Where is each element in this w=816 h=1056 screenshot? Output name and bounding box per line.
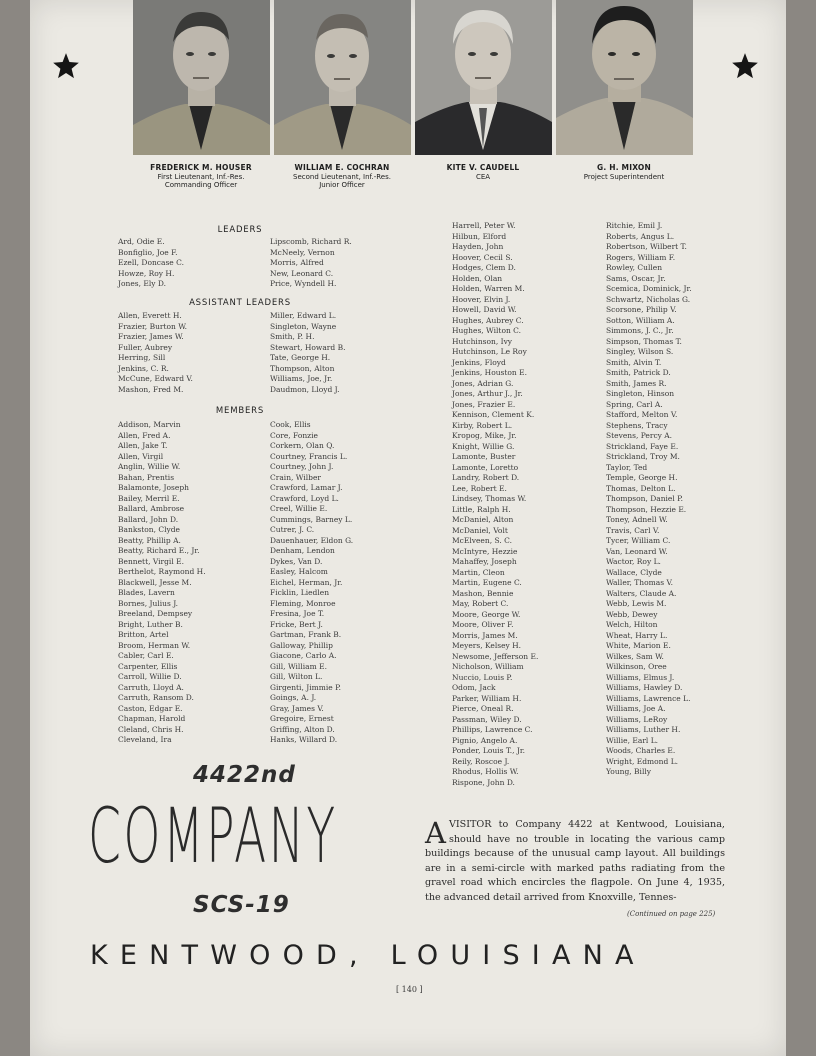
roster-name: Allen, Jake T. [118, 441, 168, 450]
roster-name: Frazier, Burton W. [118, 321, 188, 331]
roster-name: Stafford, Melton V. [606, 410, 678, 419]
roster-name: Thompson, Daniel P. [606, 494, 684, 503]
assistant-leaders-heading: ASSISTANT LEADERS [189, 298, 291, 308]
roster-name: Griffing, Alton D. [270, 724, 335, 734]
roster-name: Blackwell, Jesse M. [118, 577, 192, 587]
roster-name: Allen, Fred A. [118, 430, 171, 440]
roster-name: Howell, David W. [452, 305, 517, 314]
roster-name: Ritchie, Emil J. [606, 221, 663, 230]
roster-name: Breeland, Dempsey [118, 609, 193, 618]
roster-name: Bonfiglio, Joe F. [118, 247, 178, 257]
roster-name: Gregoire, Ernest [270, 714, 334, 723]
roster-name: McIntyre, Hezzie [452, 546, 518, 556]
roster-name: Dauenhauer, Eldon G. [270, 535, 354, 545]
members-column-1 [118, 420, 206, 746]
roster-name: Walters, Claude A. [606, 588, 677, 598]
officer-photo-mixon [556, 0, 693, 155]
roster-name: Hughes, Wilton C. [452, 326, 522, 335]
roster-name: Galloway, Phillip [270, 640, 333, 650]
roster-name: Berthelot, Raymond H. [118, 567, 206, 576]
roster-name: Britton, Artel [118, 630, 169, 639]
roster-name: Webb, Dewey [606, 609, 658, 619]
roster-name: Strickland, Troy M. [606, 452, 680, 461]
officer-photo-caudell [415, 0, 552, 155]
roster-name: Willie, Earl L. [606, 735, 659, 745]
roster-name: Thompson, Hezzie E. [606, 504, 687, 514]
roster-name: Bankston, Clyde [118, 525, 180, 534]
roster-name: Denham, Lendon [270, 546, 335, 555]
roster-name: Holden, Warren M. [452, 284, 525, 293]
roster-name: Hoover, Cecil S. [452, 252, 513, 262]
roster-name: Jones, Frazier E. [452, 399, 516, 409]
leaders-column-1 [118, 237, 184, 290]
roster-name: Simpson, Thomas T. [606, 336, 682, 346]
roster-name: Lipscomb, Richard R. [270, 237, 352, 246]
star-icon-left [52, 52, 80, 80]
roster-name: Fuller, Aubrey [118, 342, 173, 352]
officer-caption-4: G. H. MIXON Project Superintendent [583, 163, 665, 181]
roster-name: Ponder, Louis T., Jr. [452, 746, 526, 755]
roster-name: Wilkinson, Oree [606, 662, 667, 671]
continued-note: (Continued on page 225) [627, 910, 716, 918]
roster-name: Simmons, J. C., Jr. [606, 326, 674, 335]
roster-name: Caston, Edgar E. [118, 703, 183, 713]
roster-name: Jones, Arthur J., Jr. [452, 389, 523, 398]
roster-name: Odom, Jack [452, 683, 496, 692]
roster-name: Balamonte, Joseph [118, 483, 189, 492]
roster-name: Corkern, Olan Q. [270, 441, 335, 450]
roster-name: Mashon, Bennie [452, 588, 514, 598]
roster-name: Wright, Edmond L. [606, 756, 679, 766]
roster-name: Travis, Carl V. [606, 525, 660, 535]
intro-text: to Company 4422 at Kentwood, Louisiana, should have no trouble in locating the various camp buildings because of the unusual camp layout. All buildings are in a semi-circle with marked paths radiating from the gravel road which encircles the flagpole. On June 4, 1935, the advanced detail arrived from Knoxville, Tennes- [425, 819, 725, 903]
roster-name: Eichel, Herman, Jr. [270, 577, 343, 587]
officer-caption-2: WILLIAM E. COCHRAN Second Lieutenant, Inf.-Res. Junior Officer [293, 163, 391, 189]
roster-name: Martin, Eugene C. [452, 578, 522, 587]
roster-name: Passman, Wiley D. [452, 714, 522, 724]
roster-name: Williams, Lawrence L. [606, 693, 691, 703]
roster-name: Williams, Elmus J. [606, 672, 675, 682]
roster-name: Wheat, Harry L. [606, 630, 668, 640]
roster-name: Williams, Joe A. [606, 704, 666, 713]
roster-name: Stevens, Percy A. [606, 431, 673, 440]
assistant-leaders-column-1 [118, 311, 193, 395]
roster-name: Harrell, Peter W. [452, 221, 516, 230]
roster-name: Dykes, Van D. [270, 556, 323, 566]
roster-name: Crawford, Lamar J. [270, 483, 343, 492]
roster-name: Jenkins, C. R. [118, 363, 169, 373]
members-column-4 [606, 221, 692, 778]
roster-name: Anglin, Willie W. [118, 462, 181, 471]
roster-name: Carroll, Willie D. [118, 672, 182, 681]
roster-name: Pignio, Angelo A. [452, 735, 518, 745]
roster-name: Smith, James R. [606, 378, 667, 388]
roster-name: Daudmon, Lloyd J. [270, 384, 340, 394]
roster-name: Giacone, Carlo A. [270, 651, 337, 660]
roster-name: Fresina, Joe T. [270, 609, 325, 618]
roster-name: Knight, Willie G. [452, 441, 515, 451]
intro-lead: VISITOR [448, 819, 492, 830]
roster-name: Tate, George H. [270, 353, 331, 362]
roster-name: Kropog, Mike, Jr. [452, 431, 517, 440]
roster-name: Morris, James M. [452, 630, 518, 640]
roster-name: Jenkins, Houston E. [452, 368, 528, 377]
roster-name: Bornes, Julius J. [118, 598, 179, 608]
roster-name: Bright, Luther B. [118, 619, 183, 629]
roster-name: Schwartz, Nicholas G. [606, 294, 691, 304]
roster-name: Crain, Wilber [270, 472, 321, 482]
roster-name: Hilbun, Elford [452, 231, 507, 241]
roster-name: Fleming, Monroe [270, 598, 336, 608]
roster-name: Jenkins, Floyd [452, 357, 506, 367]
roster-name: Ballard, John D. [118, 514, 179, 524]
roster-name: Moore, Oliver F. [452, 620, 514, 629]
roster-name: White, Marion E. [606, 641, 671, 650]
members-column-3 [452, 221, 538, 788]
roster-name: Courtney, John J. [270, 462, 334, 471]
roster-name: Howze, Roy H. [118, 268, 175, 278]
roster-name: Ballard, Ambrose [118, 504, 185, 513]
roster-name: Cleland, Chris H. [118, 724, 184, 734]
roster-name: Fricke, Bert J. [270, 619, 323, 629]
roster-name: Wactor, Roy L. [606, 557, 661, 566]
roster-name: Rogers, William F. [606, 252, 676, 262]
roster-name: Reily, Roscoe J. [452, 756, 510, 766]
intro-paragraph [425, 818, 725, 906]
leaders-heading: LEADERS [217, 225, 263, 235]
roster-name: Chapman, Harold [118, 714, 186, 723]
scs-designation: SCS-19 [193, 892, 290, 918]
roster-name: Hodges, Clem D. [452, 263, 516, 272]
roster-name: Taylor, Ted [606, 462, 648, 472]
roster-name: May, Robert C. [452, 599, 509, 608]
location-title: KENTWOOD, LOUISIANA [90, 940, 646, 971]
roster-name: Miller, Edward L. [270, 311, 337, 320]
roster-name: Webb, Lewis M. [606, 599, 667, 608]
roster-name: Creel, Willie E. [270, 504, 328, 513]
roster-name: Carruth, Ransom D. [118, 693, 194, 702]
roster-name: Williams, Luther H. [606, 725, 681, 734]
roster-name: Ezell, Doncase C. [118, 258, 184, 267]
company-title: COMPANY [88, 791, 338, 880]
roster-name: Little, Ralph H. [452, 504, 511, 514]
leaders-column-2 [270, 237, 352, 290]
roster-name: McCune, Edward V. [118, 374, 193, 383]
roster-name: Sams, Oscar, Jr. [606, 273, 666, 283]
roster-name: Wallace, Clyde [606, 567, 662, 577]
roster-name: Allen, Everett H. [118, 311, 182, 320]
roster-name: Singley, Wilson S. [606, 347, 674, 356]
roster-name: Thomas, Delton L. [606, 483, 676, 493]
roster-name: Hutchinson, Le Roy [452, 347, 527, 356]
roster-name: Herring, Sill [118, 353, 166, 362]
officer-photo-cochran [274, 0, 411, 155]
roster-name: Moore, George W. [452, 609, 521, 619]
roster-name: Martin, Cleon [452, 567, 505, 577]
roster-name: Ficklin, Liedlen [270, 588, 330, 597]
roster-name: Cabler, Carl E. [118, 651, 174, 660]
roster-name: Rowley, Cullen [606, 263, 663, 272]
roster-name: Young, Billy [606, 767, 651, 776]
roster-name: Hughes, Aubrey C. [452, 315, 524, 325]
roster-name: Singleton, Hinson [606, 389, 675, 398]
yearbook-page [30, 0, 786, 1056]
roster-name: Thompson, Alton [270, 363, 335, 373]
roster-name: Woods, Charles E. [606, 746, 676, 755]
roster-name: Cook, Ellis [270, 420, 311, 429]
roster-name: Meyers, Kelsey H. [452, 641, 522, 650]
roster-name: Smith, Alvin T. [606, 357, 662, 367]
roster-name: Beatty, Richard E., Jr. [118, 546, 200, 555]
roster-name: Mashon, Fred M. [118, 384, 184, 394]
roster-name: Beatty, Phillip A. [118, 535, 181, 545]
roster-name: Gartman, Frank B. [270, 630, 342, 639]
roster-name: Rispone, John D. [452, 777, 515, 787]
roster-name: Cummings, Barney L. [270, 514, 353, 524]
roster-name: Nuccio, Louis P. [452, 672, 513, 682]
roster-name: Bahan, Prentis [118, 472, 175, 482]
roster-name: McNeely, Vernon [270, 247, 335, 257]
officer-caption-3: KITE V. CAUDELL CEA [446, 163, 520, 181]
roster-name: Hayden, John [452, 242, 504, 251]
roster-name: Hutchinson, Ivy [452, 336, 513, 346]
roster-name: Scorsone, Philip V. [606, 305, 677, 314]
members-column-2 [270, 420, 353, 746]
roster-name: Lamonte, Loretto [452, 462, 519, 472]
roster-name: Cutrer, J. C. [270, 525, 315, 534]
roster-name: Newsome, Jefferson E. [452, 651, 539, 661]
roster-name: Price, Wyndell H. [270, 279, 337, 288]
roster-name: Carruth, Lloyd A. [118, 682, 184, 692]
roster-name: New, Leonard C. [270, 268, 334, 278]
roster-name: Parker, William H. [452, 693, 522, 703]
roster-name: Welch, Hilton [606, 620, 658, 629]
roster-name: Jones, Ely D. [118, 279, 167, 288]
roster-name: Van, Leonard W. [606, 546, 668, 556]
roster-name: Stewart, Howard B. [270, 342, 346, 352]
roster-name: Kirby, Robert L. [452, 420, 513, 430]
roster-name: Frazier, James W. [118, 332, 184, 341]
officer-caption-1: FREDERICK M. HOUSER First Lieutenant, Inf.-Res. Commanding Officer [150, 163, 252, 189]
roster-name: Phillips, Lawrence C. [452, 725, 533, 734]
roster-name: Addison, Marvin [118, 420, 181, 429]
roster-name: Goings, A. J. [270, 693, 317, 702]
members-heading: MEMBERS [215, 406, 265, 416]
roster-name: Hanks, Willard D. [270, 735, 338, 744]
roster-name: Core, Fonzie [270, 430, 318, 440]
roster-name: Ard, Odie E. [118, 237, 165, 246]
roster-name: Gill, Wilton L. [270, 672, 323, 681]
roster-name: Pierce, Oneal R. [452, 704, 514, 713]
assistant-leaders-column-2 [270, 311, 345, 395]
roster-name: Lee, Robert E. [452, 483, 507, 493]
roster-name: Gill, William E. [270, 661, 327, 671]
roster-name: Easley, Halcom [270, 567, 328, 576]
roster-name: Waller, Thomas V. [606, 578, 673, 587]
roster-name: Jones, Adrian G. [452, 378, 514, 388]
roster-name: Stephens, Tracy [606, 420, 668, 430]
roster-name: Landry, Robert D. [452, 473, 520, 482]
roster-name: Nicholson, William [452, 662, 524, 671]
roster-name: McDaniel, Volt [452, 525, 508, 535]
roster-name: McElveen, S. C. [452, 536, 512, 545]
page-number: [ 140 ] [396, 985, 423, 994]
roster-name: Tycer, William C. [606, 536, 671, 545]
roster-name: Lamonte, Buster [452, 452, 516, 461]
roster-name: Williams, Joe, Jr. [270, 374, 333, 383]
roster-name: Spring, Carl A. [606, 399, 663, 409]
roster-name: Mahaffey, Joseph [452, 557, 517, 566]
company-number: 4422nd [193, 762, 296, 788]
roster-name: Broom, Herman W. [118, 640, 191, 650]
roster-name: Smith, P. H. [270, 332, 315, 341]
roster-name: Carpenter, Ellis [118, 661, 178, 671]
roster-name: Toney, Adnell W. [606, 515, 668, 524]
roster-name: McDaniel, Alton [452, 515, 514, 524]
roster-name: Lindsey, Thomas W. [452, 494, 527, 503]
roster-name: Courtney, Francis L. [270, 451, 348, 461]
roster-name: Holden, Olan [452, 273, 503, 283]
drop-cap: A [425, 816, 446, 850]
roster-name: Strickland, Faye E. [606, 441, 679, 451]
roster-name: Bennett, Virgil E. [118, 556, 184, 566]
roster-name: Allen, Virgil [118, 451, 164, 461]
roster-name: Bailey, Merril E. [118, 493, 180, 503]
roster-name: Morris, Alfred [270, 258, 324, 267]
roster-name: Blades, Lavern [118, 588, 175, 597]
roster-name: Williams, Hawley D. [606, 683, 683, 692]
roster-name: Gray, James V. [270, 703, 324, 713]
roster-name: Temple, George H. [606, 473, 678, 482]
roster-name: Crawford, Loyd L. [270, 493, 339, 503]
roster-name: Girgenti, Jimmie P. [270, 682, 341, 692]
roster-name: Kennison, Clement K. [452, 410, 535, 419]
roster-name: Robertson, Wilbert T. [606, 242, 687, 251]
roster-name: Cleveland, Ira [118, 735, 172, 744]
roster-name: Wilkes, Sam W. [606, 651, 664, 661]
roster-name: Williams, LeRoy [606, 714, 668, 724]
roster-name: Rhodus, Hollis W. [452, 767, 519, 776]
roster-name: Hoover, Elvin J. [452, 294, 511, 304]
officer-photo-houser [133, 0, 270, 155]
roster-name: Singleton, Wayne [270, 321, 337, 331]
roster-name: Smith, Patrick D. [606, 368, 671, 377]
star-icon-right [731, 52, 759, 80]
roster-name: Scemica, Dominick, Jr. [606, 284, 692, 293]
roster-name: Roberts, Angus L. [606, 231, 675, 241]
roster-name: Sotton, William A. [606, 315, 675, 325]
